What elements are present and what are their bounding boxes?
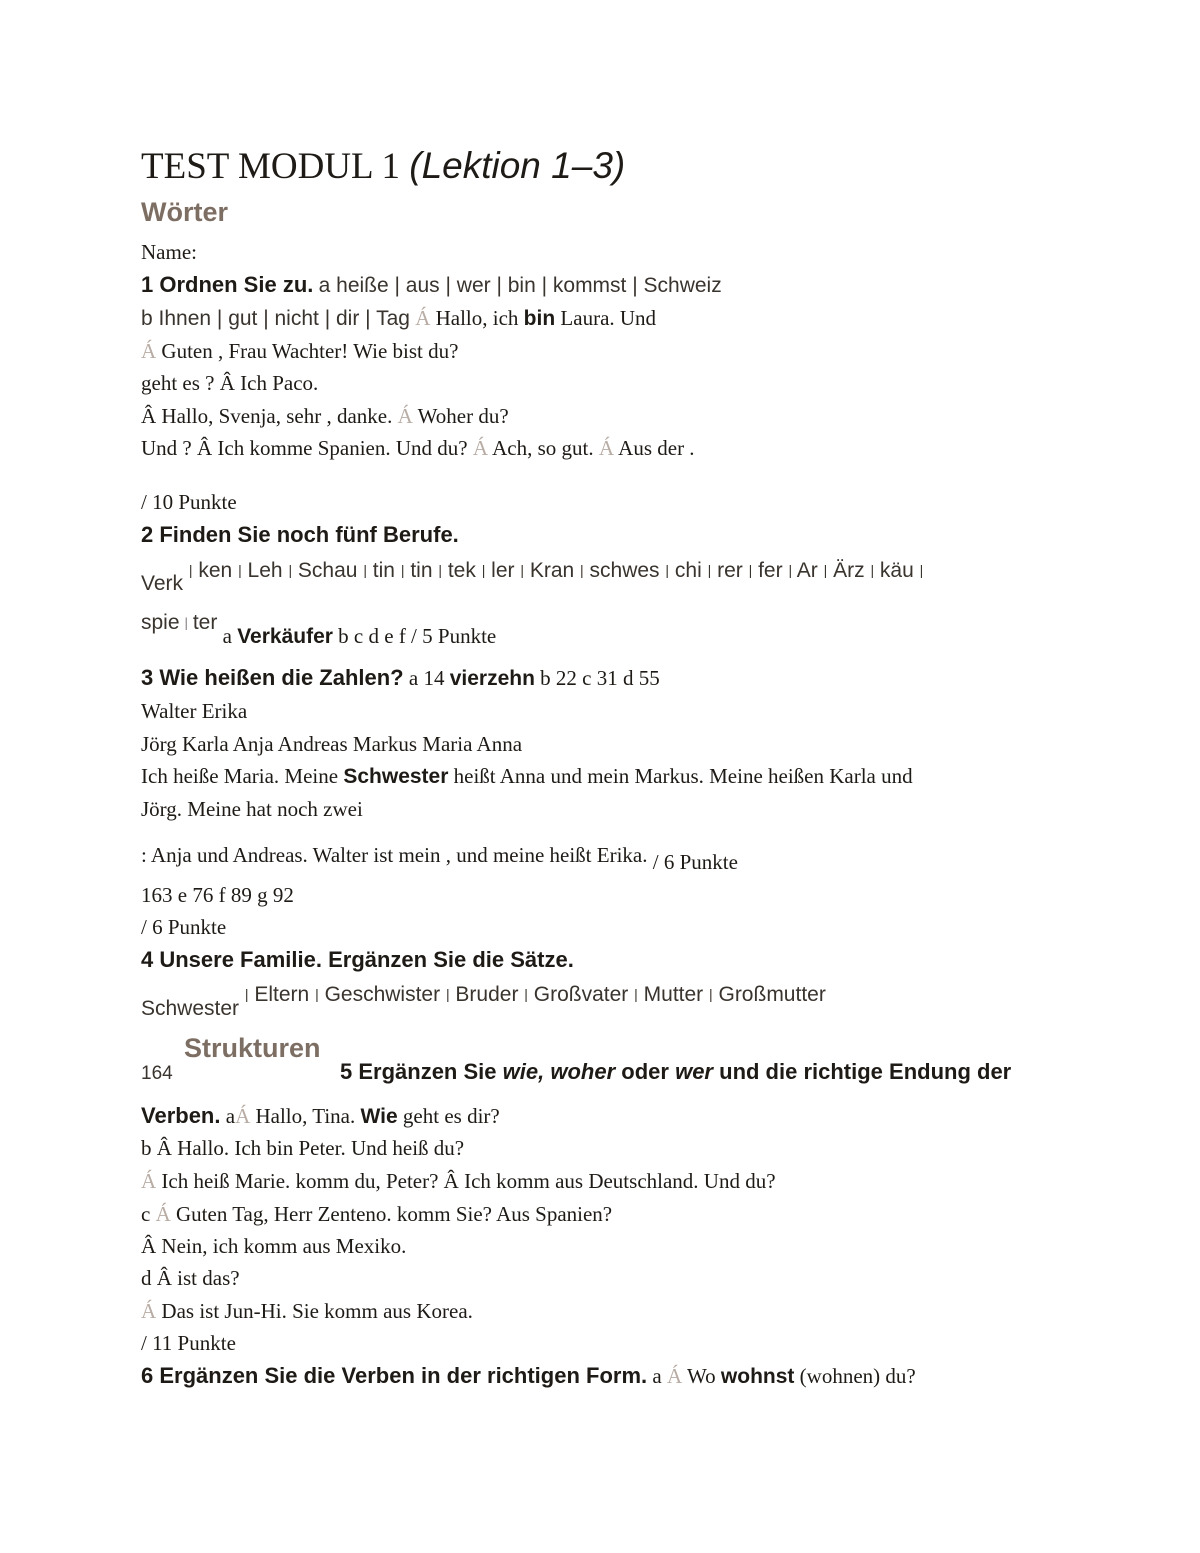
heading-text: oder bbox=[621, 1059, 669, 1084]
section-heading-words: Wörter bbox=[141, 197, 228, 227]
word: Bruder bbox=[455, 983, 519, 1006]
dialog-marker: Á bbox=[141, 1299, 157, 1323]
separator: | bbox=[524, 986, 528, 1002]
separator: | bbox=[748, 562, 753, 578]
exercise-3-points: / 6 Punkte bbox=[141, 915, 227, 939]
exercise-1-heading-line bbox=[141, 271, 722, 300]
name-label: Name: bbox=[141, 240, 197, 264]
syllable: tin bbox=[372, 559, 395, 582]
dialog-text: (wohnen) du? bbox=[799, 1364, 916, 1388]
item-letter: a bbox=[652, 1364, 662, 1388]
syllable: ter bbox=[192, 611, 218, 634]
dialog-marker: Á bbox=[235, 1104, 251, 1128]
page-number: 164 bbox=[141, 1063, 173, 1084]
exercise-1-text: Hallo, ich bbox=[435, 306, 519, 330]
exercise-1-points: / 10 Punkte bbox=[141, 490, 237, 514]
separator: | bbox=[707, 562, 712, 578]
heading-keyword: woher bbox=[550, 1059, 616, 1084]
exercise-3-heading-line bbox=[141, 664, 660, 693]
word: Schwester bbox=[141, 997, 240, 1020]
exercise-1-heading: 1 Ordnen Sie zu. bbox=[141, 272, 314, 297]
syllable: ler bbox=[491, 559, 515, 582]
dialog-text: Hallo, Tina. bbox=[255, 1104, 356, 1128]
exercise-3-rest: b 22 c 31 d 55 bbox=[540, 666, 660, 690]
title-sub: (Lektion 1–3) bbox=[409, 145, 626, 186]
exercise-1-text: Ach, so gut. bbox=[492, 436, 594, 460]
exercise-1-text: Hallo, Svenja, sehr , danke. bbox=[161, 404, 393, 428]
dialog-text: Wo bbox=[687, 1364, 716, 1388]
exercise-3-heading: 3 Wie heißen die Zahlen? bbox=[141, 665, 404, 690]
item-letter: a bbox=[225, 1104, 236, 1128]
exercise-3-item-a: a 14 bbox=[408, 666, 445, 690]
dialog-marker: Á bbox=[666, 1364, 683, 1388]
separator: | bbox=[400, 562, 405, 578]
separator: | bbox=[188, 562, 193, 578]
sentence-text: Ich heiße Maria. Meine bbox=[141, 764, 339, 788]
separator: | bbox=[238, 562, 242, 578]
exercise-3-sentence-2: Jörg. Meine hat noch zwei bbox=[141, 797, 363, 821]
separator: | bbox=[481, 562, 486, 578]
separator: | bbox=[823, 562, 828, 578]
syllable: spie bbox=[141, 611, 180, 634]
syllable: käu bbox=[879, 559, 914, 582]
syllable: Leh bbox=[247, 559, 283, 582]
family-names-1: Walter Erika bbox=[141, 699, 248, 723]
exercise-2-heading: 2 Finden Sie noch fünf Berufe. bbox=[141, 522, 459, 547]
exercise-5-line-a bbox=[141, 1102, 500, 1131]
exercise-1-line-4 bbox=[141, 369, 318, 397]
exercise-1-text: Laura. Und bbox=[560, 306, 657, 330]
syllable: Kran bbox=[529, 559, 575, 582]
exercise-1-line-5 bbox=[141, 402, 509, 430]
item-letter: b bbox=[141, 1136, 152, 1160]
exercise-2-rest: b c d e f / 5 Punkte bbox=[338, 624, 497, 648]
exercise-1-text: Aus der . bbox=[618, 436, 695, 460]
exercise-6-heading: 6 Ergänzen Sie die Verben in der richtigen Form. bbox=[141, 1363, 648, 1388]
dialog-marker: Á bbox=[397, 404, 413, 428]
sentence-text: : Anja und Andreas. Walter ist mein , und meine heißt Erika. bbox=[141, 843, 648, 867]
section-heading-structures: Strukturen bbox=[184, 1033, 321, 1063]
dialog-marker: Á bbox=[141, 339, 157, 363]
exercise-3-points-inline: / 6 Punkte bbox=[652, 850, 738, 874]
heading-text: und die richtige Endung der bbox=[719, 1059, 1012, 1084]
word-box bbox=[141, 980, 826, 1020]
separator: | bbox=[870, 562, 875, 578]
dialog-marker: Â bbox=[156, 1266, 172, 1290]
dialog-text: Guten Tag, Herr Zenteno. komm Sie? Aus Spanien? bbox=[176, 1202, 613, 1226]
exercise-5-line-d2 bbox=[141, 1297, 473, 1325]
exercise-1-text: Ich komme Spanien. Und du? bbox=[217, 436, 468, 460]
exercise-5-line-d bbox=[141, 1264, 240, 1292]
exercise-3-numbers: 163 e 76 f 89 g 92 bbox=[141, 883, 294, 907]
heading-text: 5 Ergänzen Sie bbox=[340, 1059, 497, 1084]
dialog-marker: Â bbox=[141, 404, 157, 428]
answer-prefix: a bbox=[222, 624, 232, 648]
example-answer: wohnst bbox=[720, 1365, 795, 1388]
dialog-marker: Â bbox=[197, 436, 213, 460]
syllable: schwes bbox=[589, 559, 660, 582]
dialog-text: Das ist Jun-Hi. Sie komm aus Korea. bbox=[161, 1299, 473, 1323]
separator: | bbox=[520, 562, 524, 578]
syllable-row-1 bbox=[141, 556, 923, 596]
syllable: fer bbox=[758, 559, 783, 582]
dialog-marker: Â bbox=[219, 371, 235, 395]
exercise-1-options-b: b Ihnen | gut | nicht | dir | Tag bbox=[141, 307, 410, 330]
separator: | bbox=[244, 986, 249, 1002]
example-answer: Verkäufer bbox=[237, 625, 333, 648]
example-answer: vierzehn bbox=[449, 667, 535, 690]
exercise-1-line-3 bbox=[141, 337, 458, 365]
family-names-2: Jörg Karla Anja Andreas Markus Maria Anna bbox=[141, 732, 523, 756]
syllable: tek bbox=[447, 559, 476, 582]
exercise-1-text: Und ? bbox=[141, 436, 192, 460]
exercise-5-line-c2 bbox=[141, 1232, 406, 1260]
syllable: Ärz bbox=[833, 559, 865, 582]
item-letter: c bbox=[141, 1202, 151, 1226]
separator: | bbox=[709, 986, 713, 1002]
separator: | bbox=[580, 562, 584, 578]
exercise-3-sentence-3 bbox=[141, 841, 738, 874]
exercise-5-line-c bbox=[141, 1200, 612, 1228]
dialog-marker: Á bbox=[415, 306, 431, 330]
dialog-marker: Á bbox=[155, 1202, 171, 1226]
exercise-1-line-6 bbox=[141, 434, 695, 462]
exercise-3-sentence-1 bbox=[141, 762, 913, 791]
separator: | bbox=[788, 562, 793, 578]
exercise-5-line-b2 bbox=[141, 1167, 776, 1195]
heading-text: Verben. bbox=[141, 1103, 221, 1128]
separator: | bbox=[919, 562, 924, 578]
dialog-text: Ich heiß Marie. komm du, Peter? bbox=[161, 1169, 439, 1193]
exercise-5-line-b bbox=[141, 1134, 464, 1162]
example-answer: bin bbox=[523, 307, 556, 330]
example-answer: Schwester bbox=[343, 765, 449, 788]
separator: | bbox=[184, 616, 188, 631]
word: Geschwister bbox=[324, 983, 441, 1006]
item-letter: d bbox=[141, 1266, 152, 1290]
example-answer: Wie bbox=[360, 1105, 398, 1128]
dialog-marker: Â bbox=[156, 1136, 172, 1160]
exercise-6-heading-line bbox=[141, 1362, 916, 1391]
dialog-text: Hallo. Ich bin Peter. Und heiß du? bbox=[177, 1136, 465, 1160]
dialog-marker: Á bbox=[472, 436, 489, 460]
word: Eltern bbox=[254, 983, 310, 1006]
dialog-marker: Á bbox=[141, 1169, 157, 1193]
dialog-text: Nein, ich komm aus Mexiko. bbox=[161, 1234, 407, 1258]
syllable: tin bbox=[410, 559, 433, 582]
dialog-marker: Â bbox=[443, 1169, 459, 1193]
exercise-1-line-2 bbox=[141, 304, 656, 333]
exercise-4-heading: 4 Unsere Familie. Ergänzen Sie die Sätze. bbox=[141, 947, 574, 972]
dialog-text: Ich komm aus Deutschland. Und du? bbox=[464, 1169, 776, 1193]
separator: | bbox=[438, 562, 442, 578]
separator: | bbox=[445, 986, 450, 1002]
dialog-marker: Â bbox=[141, 1234, 157, 1258]
syllable: ken bbox=[198, 559, 233, 582]
heading-keyword: wer bbox=[675, 1059, 713, 1084]
syllable: Verk bbox=[141, 572, 184, 595]
word: Großmutter bbox=[718, 983, 826, 1006]
exercise-5-points: / 11 Punkte bbox=[141, 1331, 236, 1355]
exercise-1-text: geht es ? bbox=[141, 371, 215, 395]
title-main: TEST MODUL 1 bbox=[141, 146, 400, 187]
exercise-1-text: Guten , Frau Wachter! Wie bist du? bbox=[161, 339, 459, 363]
dialog-marker: Á bbox=[598, 436, 615, 460]
separator: | bbox=[665, 562, 670, 578]
separator: | bbox=[315, 986, 319, 1002]
separator: | bbox=[634, 986, 638, 1002]
page-title bbox=[141, 144, 625, 189]
heading-keyword: wie, bbox=[502, 1059, 545, 1084]
exercise-1-text: Ich Paco. bbox=[240, 371, 319, 395]
syllable: Ar bbox=[796, 559, 818, 582]
syllable: chi bbox=[674, 559, 702, 582]
word: Großvater bbox=[533, 983, 629, 1006]
exercise-5-heading bbox=[340, 1058, 1011, 1086]
dialog-text: geht es dir? bbox=[402, 1104, 500, 1128]
exercise-1-text: Woher du? bbox=[417, 404, 509, 428]
separator: | bbox=[288, 562, 293, 578]
syllable-row-2 bbox=[141, 608, 496, 648]
dialog-text: ist das? bbox=[177, 1266, 240, 1290]
exercise-1-options-a: a heiße | aus | wer | bin | kommst | Schweiz bbox=[318, 274, 722, 297]
separator: | bbox=[363, 562, 367, 578]
syllable: Schau bbox=[297, 559, 358, 582]
sentence-text: heißt Anna und mein Markus. Meine heißen Karla und bbox=[453, 764, 913, 788]
word: Mutter bbox=[643, 983, 704, 1006]
syllable: rer bbox=[717, 559, 743, 582]
